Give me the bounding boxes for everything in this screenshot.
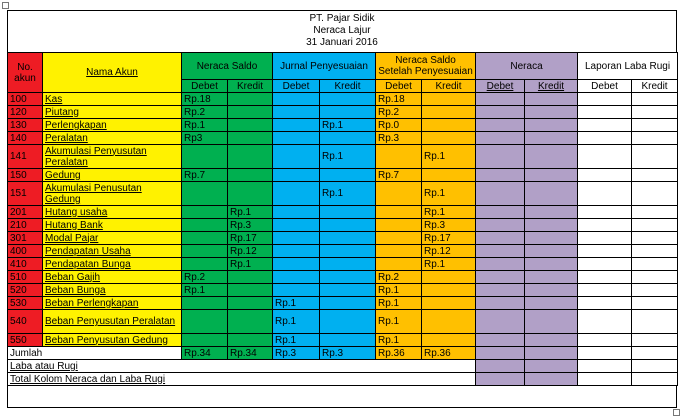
account-name: Beban Penyusutan Peralatan [43,310,182,334]
table-row [8,271,678,284]
neraca-debet-cell [476,310,525,334]
account-number: 410 [8,258,43,271]
neraca-debet-cell [476,232,525,245]
account-number: 201 [8,206,43,219]
table-move-handle[interactable] [2,2,9,9]
account-number: 130 [8,119,43,132]
account-name: Piutang [43,106,182,119]
amount-cell [320,334,376,347]
header-jurnal-penyesuaian: Jurnal Penyesuaian [273,53,376,80]
total-amount: Rp.34 [182,347,228,360]
subheader-kredit: Kredit [228,80,273,93]
amount-cell [320,310,376,334]
table-row [8,219,678,232]
laba-rugi-debet-cell [578,245,632,258]
subheader-kredit: Kredit [632,80,678,93]
amount-cell [320,219,376,232]
neraca-kredit-cell [525,169,578,182]
amount-cell [182,206,228,219]
totals-row [8,347,678,360]
amount-cell [182,310,228,334]
amount-cell [228,132,273,145]
amount-cell [320,297,376,310]
amount-cell [422,119,476,132]
account-number: 150 [8,169,43,182]
amount-cell [273,219,320,232]
amount-cell [228,106,273,119]
laba-rugi-kredit-cell [632,297,678,310]
amount-cell [320,284,376,297]
laba-rugi-debet-cell [578,373,632,386]
amount-cell: Rp.1 [320,182,376,206]
neraca-debet-cell [476,132,525,145]
laba-rugi-kredit-cell [632,132,678,145]
document-date: 31 Januari 2016 [306,37,378,48]
amount-cell [422,310,476,334]
amount-cell: Rp.1 [376,334,422,347]
neraca-kredit-cell [525,106,578,119]
neraca-kredit-cell [525,132,578,145]
account-name: Beban Gajih [43,271,182,284]
neraca-kredit-cell [525,206,578,219]
neraca-kredit-cell [525,245,578,258]
amount-cell: Rp.1 [273,297,320,310]
laba-rugi-kredit-cell [632,271,678,284]
total-kolom-row-label: Total Kolom Neraca dan Laba Rugi [8,373,476,386]
amount-cell: Rp.0 [376,119,422,132]
amount-cell: Rp.1 [422,182,476,206]
amount-cell: Rp.1 [422,258,476,271]
amount-cell [320,245,376,258]
account-number: 510 [8,271,43,284]
table-row [8,145,678,169]
neraca-kredit-cell [525,360,578,373]
laba-rugi-debet-cell [578,132,632,145]
account-number: 520 [8,284,43,297]
table-row [8,206,678,219]
laba-rugi-kredit-cell [632,347,678,360]
amount-cell: Rp.2 [376,106,422,119]
amount-cell [228,310,273,334]
account-name: Peralatan [43,132,182,145]
laba-rugi-debet-cell [578,284,632,297]
subheader-debet: Debet [182,80,228,93]
table-row [8,232,678,245]
neraca-debet-cell [476,206,525,219]
amount-cell [228,145,273,169]
amount-cell [376,206,422,219]
header-nama-akun: Nama Akun [43,53,182,93]
laba-rugi-row [8,360,678,373]
amount-cell [228,182,273,206]
amount-cell [273,182,320,206]
account-number: 301 [8,232,43,245]
amount-cell [182,232,228,245]
laba-rugi-kredit-cell [632,310,678,334]
header-neraca: Neraca [476,53,578,80]
amount-cell [182,219,228,232]
neraca-kredit-cell [525,145,578,169]
laba-rugi-debet-cell [578,145,632,169]
neraca-kredit-cell [525,232,578,245]
account-number: 141 [8,145,43,169]
amount-cell [182,334,228,347]
amount-cell: Rp.12 [422,245,476,258]
header-laba-rugi: Laporan Laba Rugi [578,53,678,80]
laba-rugi-kredit-cell [632,284,678,297]
laba-rugi-debet-cell [578,334,632,347]
amount-cell [320,93,376,106]
amount-cell [320,169,376,182]
amount-cell [182,297,228,310]
amount-cell [273,119,320,132]
amount-cell: Rp.17 [422,232,476,245]
amount-cell: Rp.12 [228,245,273,258]
table-row [8,258,678,271]
amount-cell: Rp.1 [376,284,422,297]
amount-cell: Rp.3 [422,219,476,232]
laba-rugi-kredit-cell [632,106,678,119]
total-amount: Rp.3 [273,347,320,360]
amount-cell [228,271,273,284]
neraca-kredit-cell [525,119,578,132]
amount-cell [422,334,476,347]
amount-cell [422,93,476,106]
amount-cell: Rp.1 [228,206,273,219]
table-resize-handle[interactable] [673,409,680,416]
amount-cell: Rp.1 [228,258,273,271]
neraca-kredit-cell [525,334,578,347]
table-row [8,169,678,182]
laba-rugi-debet-cell [578,182,632,206]
laba-rugi-kredit-cell [632,145,678,169]
amount-cell [320,206,376,219]
neraca-debet-cell [476,219,525,232]
neraca-debet-cell [476,106,525,119]
amount-cell [273,284,320,297]
laba-rugi-kredit-cell [632,373,678,386]
company-name: PT. Pajar Sidik [309,13,375,24]
account-name: Beban Penyusutan Gedung [43,334,182,347]
neraca-kredit-cell [525,347,578,360]
laba-rugi-debet-cell [578,169,632,182]
amount-cell: Rp.1 [182,119,228,132]
neraca-debet-cell [476,373,525,386]
account-name: Modal Pajar [43,232,182,245]
amount-cell [376,232,422,245]
amount-cell [320,106,376,119]
laba-rugi-debet-cell [578,271,632,284]
amount-cell [182,145,228,169]
laba-rugi-row-label: Laba atau Rugi [8,360,476,373]
amount-cell: Rp.1 [273,310,320,334]
amount-cell: Rp.1 [422,145,476,169]
neraca-kredit-cell [525,219,578,232]
amount-cell: Rp.2 [376,271,422,284]
neraca-kredit-cell [525,297,578,310]
amount-cell: Rp.3 [376,132,422,145]
amount-cell [376,219,422,232]
amount-cell [228,334,273,347]
laba-rugi-debet-cell [578,360,632,373]
amount-cell: Rp.7 [376,169,422,182]
total-amount: Rp.3 [320,347,376,360]
laba-rugi-kredit-cell [632,182,678,206]
amount-cell: Rp.18 [376,93,422,106]
amount-cell [376,182,422,206]
amount-cell [182,258,228,271]
subheader-debet: Debet [376,80,422,93]
neraca-kredit-cell [525,373,578,386]
account-name: Akumulasi Penusutan Gedung [43,182,182,206]
amount-cell [376,245,422,258]
neraca-debet-cell [476,284,525,297]
worksheet-table [7,52,678,386]
laba-rugi-kredit-cell [632,334,678,347]
total-amount: Rp.34 [228,347,273,360]
amount-cell [273,145,320,169]
amount-cell [273,232,320,245]
account-number: 120 [8,106,43,119]
header-neraca-saldo-setelah: Neraca Saldo Setelah Penyesuaian [376,53,476,80]
header-neraca-saldo: Neraca Saldo [182,53,273,80]
table-row [8,245,678,258]
laba-rugi-kredit-cell [632,245,678,258]
subheader-kredit: Kredit [422,80,476,93]
account-name: Beban Bunga [43,284,182,297]
amount-cell [273,169,320,182]
amount-cell: Rp.18 [182,93,228,106]
account-number: 400 [8,245,43,258]
amount-cell [320,232,376,245]
amount-cell [228,169,273,182]
amount-cell [228,297,273,310]
amount-cell [182,245,228,258]
amount-cell [273,245,320,258]
laba-rugi-debet-cell [578,347,632,360]
neraca-debet-cell [476,119,525,132]
account-number: 140 [8,132,43,145]
amount-cell: Rp.7 [182,169,228,182]
amount-cell [273,106,320,119]
table-row [8,182,678,206]
amount-cell [273,271,320,284]
amount-cell: Rp.1 [320,145,376,169]
neraca-debet-cell [476,145,525,169]
header-no-akun: No. akun [8,53,43,93]
table-row [8,297,678,310]
laba-rugi-debet-cell [578,258,632,271]
neraca-kredit-cell [525,182,578,206]
neraca-debet-cell [476,360,525,373]
account-name: Hutang usaha [43,206,182,219]
neraca-kredit-cell [525,284,578,297]
subheader-debet: Debet [476,80,525,93]
account-number: 550 [8,334,43,347]
laba-rugi-kredit-cell [632,232,678,245]
account-number: 530 [8,297,43,310]
laba-rugi-debet-cell [578,232,632,245]
neraca-debet-cell [476,334,525,347]
amount-cell [422,106,476,119]
subheader-kredit: Kredit [320,80,376,93]
amount-cell: Rp.1 [376,297,422,310]
account-name: Kas [43,93,182,106]
amount-cell [376,258,422,271]
laba-rugi-kredit-cell [632,119,678,132]
amount-cell [273,132,320,145]
amount-cell: Rp.1 [422,206,476,219]
laba-rugi-kredit-cell [632,258,678,271]
neraca-debet-cell [476,347,525,360]
account-name: Pendapatan Bunga [43,258,182,271]
neraca-kredit-cell [525,271,578,284]
amount-cell [422,297,476,310]
table-row [8,310,678,334]
laba-rugi-kredit-cell [632,360,678,373]
amount-cell: Rp.17 [228,232,273,245]
table-row [8,106,678,119]
amount-cell [182,182,228,206]
total-amount: Rp.36 [422,347,476,360]
amount-cell [320,258,376,271]
laba-rugi-kredit-cell [632,93,678,106]
account-name: Gedung [43,169,182,182]
amount-cell [228,119,273,132]
neraca-kredit-cell [525,310,578,334]
neraca-debet-cell [476,245,525,258]
amount-cell [320,132,376,145]
table-row [8,132,678,145]
neraca-kredit-cell [525,258,578,271]
laba-rugi-debet-cell [578,119,632,132]
laba-rugi-kredit-cell [632,206,678,219]
amount-cell [376,145,422,169]
neraca-debet-cell [476,297,525,310]
laba-rugi-debet-cell [578,106,632,119]
amount-cell [422,271,476,284]
laba-rugi-debet-cell [578,310,632,334]
subheader-kredit: Kredit [525,80,578,93]
amount-cell: Rp.3 [228,219,273,232]
neraca-debet-cell [476,258,525,271]
account-name: Pendapatan Usaha [43,245,182,258]
amount-cell [422,132,476,145]
laba-rugi-kredit-cell [632,169,678,182]
neraca-kredit-cell [525,93,578,106]
neraca-debet-cell [476,93,525,106]
neraca-debet-cell [476,169,525,182]
laba-rugi-debet-cell [578,93,632,106]
neraca-debet-cell [476,271,525,284]
account-name: Perlengkapan [43,119,182,132]
table-row [8,119,678,132]
laba-rugi-debet-cell [578,297,632,310]
account-number: 540 [8,310,43,334]
table-row [8,334,678,347]
totals-label: Jumlah [8,347,182,360]
account-number: 210 [8,219,43,232]
amount-cell: Rp3 [182,132,228,145]
laba-rugi-debet-cell [578,206,632,219]
document-title: Neraca Lajur [313,25,371,36]
amount-cell [228,93,273,106]
amount-cell [273,206,320,219]
neraca-debet-cell [476,182,525,206]
total-amount: Rp.36 [376,347,422,360]
total-kolom-row [8,373,678,386]
table-row [8,93,678,106]
account-name: Beban Perlengkapan [43,297,182,310]
account-number: 100 [8,93,43,106]
table-row [8,284,678,297]
amount-cell [273,258,320,271]
amount-cell [422,169,476,182]
amount-cell: Rp.1 [273,334,320,347]
subheader-debet: Debet [578,80,632,93]
account-name: Akumulasi Penyusutan Peralatan [43,145,182,169]
amount-cell: Rp.2 [182,106,228,119]
amount-cell: Rp.2 [182,271,228,284]
laba-rugi-kredit-cell [632,219,678,232]
amount-cell [422,284,476,297]
subheader-debet: Debet [273,80,320,93]
amount-cell: Rp.1 [320,119,376,132]
amount-cell [320,271,376,284]
amount-cell: Rp.1 [376,310,422,334]
amount-cell [273,93,320,106]
amount-cell [228,284,273,297]
laba-rugi-debet-cell [578,219,632,232]
account-number: 151 [8,182,43,206]
amount-cell: Rp.1 [182,284,228,297]
account-name: Hutang Bank [43,219,182,232]
